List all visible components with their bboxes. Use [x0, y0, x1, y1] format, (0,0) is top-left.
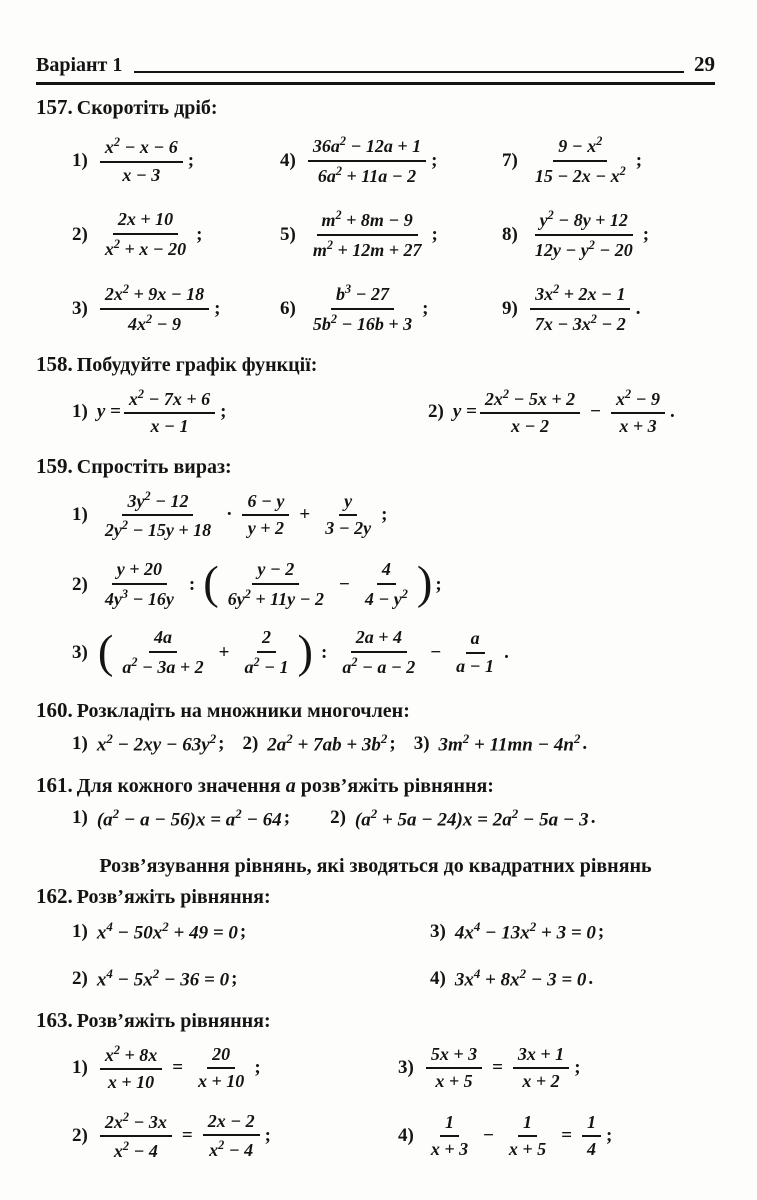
operator: ·: [226, 504, 233, 526]
numerator: 1: [440, 1112, 459, 1138]
punctuation: ;: [214, 297, 221, 319]
denominator: $4 - y^2$: [364, 586, 408, 609]
numerator: 6 − y: [242, 491, 289, 517]
fraction: [530, 282, 631, 335]
numerator: $9 - x^2$: [553, 134, 607, 162]
punctuation: ;: [187, 149, 195, 171]
math-text: $(a^2 + 5a - 24)x = 2a^2 - 5a - 3$: [354, 805, 589, 830]
denominator: $15 - 2x - x^2$: [534, 163, 626, 186]
denominator: x + 10: [198, 1071, 245, 1092]
problem-162: [36, 884, 715, 992]
superscript: 2: [351, 654, 358, 669]
fraction: [426, 1044, 482, 1093]
fraction: [100, 489, 216, 542]
formula-160-3: [414, 731, 587, 756]
operator: −: [430, 641, 442, 663]
numerator: $b^3 - 27$: [331, 282, 394, 310]
item-label: 1): [72, 504, 88, 526]
item-label: 3): [72, 641, 88, 663]
punctuation: ;: [422, 297, 429, 319]
numerator: $x^2 - x - 6$: [100, 135, 183, 163]
item-label: 1): [72, 920, 88, 942]
superscript: 2: [112, 805, 120, 821]
problem-163-items: [72, 1043, 715, 1163]
denominator: $2y^2 - 15y + 18$: [104, 518, 212, 541]
fraction: [100, 559, 179, 610]
item-label: 4): [430, 967, 446, 989]
fraction: [308, 208, 427, 261]
numerator: $m^2 + 8m - 9$: [317, 208, 418, 236]
superscript: 2: [121, 518, 128, 533]
denominator: $x^2 - 4$: [113, 1139, 158, 1162]
fraction: [451, 628, 499, 677]
item-label: 1): [72, 807, 88, 829]
numerator: 2: [257, 627, 276, 653]
superscript: 2: [218, 1138, 225, 1153]
fraction: [117, 627, 208, 678]
denominator: x + 2: [522, 1071, 560, 1092]
formula-163-1: [72, 1043, 398, 1094]
operator: +: [218, 641, 230, 663]
superscript: 2: [529, 918, 537, 934]
fraction: [530, 134, 631, 187]
formula-162-3: [430, 919, 715, 944]
numerator: y: [339, 491, 357, 517]
operator: =: [492, 1057, 503, 1079]
superscript: 4: [473, 966, 481, 982]
superscript: 2: [619, 163, 626, 178]
superscript: 2: [131, 654, 138, 669]
problem-158: [36, 352, 715, 438]
superscript: 4: [106, 918, 113, 934]
fraction: [530, 208, 638, 261]
problem-title: Розв’яжіть рівняння:: [76, 885, 271, 908]
formula-161-1: [72, 806, 290, 831]
problem-162-items: [72, 919, 715, 992]
fraction: [239, 627, 293, 678]
problem-title: Спростіть вираз:: [76, 455, 232, 478]
item-label: 2): [428, 401, 444, 423]
superscript: 2: [122, 1139, 129, 1154]
fraction: [124, 387, 215, 438]
superscript: 2: [113, 1042, 120, 1057]
problem-161: [36, 773, 715, 831]
formula-157-4: [280, 134, 502, 187]
problem-159: [36, 454, 715, 679]
superscript: 2: [113, 135, 120, 149]
denominator: $6a^2 + 11a - 2$: [317, 163, 417, 186]
numerator: 1: [518, 1112, 537, 1138]
formula-159-2: [72, 559, 715, 610]
problem-161-head: [36, 773, 715, 798]
numerator: 4: [377, 559, 396, 585]
item-label: 9): [502, 297, 518, 319]
fraction: [100, 1110, 172, 1163]
math-text: $2a^2 + 7ab + 3b^2$: [267, 731, 388, 756]
punctuation: ;: [574, 1057, 581, 1079]
item-label: 6): [280, 297, 296, 319]
denominator: $a^2 - 1$: [244, 654, 289, 677]
punctuation: ;: [381, 504, 388, 526]
superscript: 2: [113, 236, 120, 251]
superscript: 2: [335, 163, 342, 178]
punctuation: .: [588, 967, 594, 989]
superscript: 2: [162, 918, 169, 934]
denominator: $7x - 3x^2 - 2$: [534, 311, 626, 334]
superscript: 2: [330, 311, 337, 326]
superscript: 2: [106, 731, 113, 747]
punctuation: ;: [196, 223, 203, 245]
superscript: 2: [519, 966, 527, 982]
punctuation: ;: [283, 807, 291, 829]
operator: =: [561, 1125, 573, 1147]
numerator: $y^2 - 8y + 12$: [535, 208, 633, 236]
parenthesis: ): [416, 558, 433, 610]
problem-157-items: [72, 134, 715, 336]
formula-162-2: [72, 966, 430, 991]
fraction: [513, 1044, 569, 1093]
formula-157-1: [72, 134, 280, 187]
superscript: 2: [152, 966, 160, 982]
item-label: 2): [72, 223, 88, 245]
superscript: 3: [344, 282, 352, 297]
superscript: 2: [339, 134, 346, 148]
fraction: [582, 1112, 601, 1161]
item-label: 5): [280, 223, 296, 245]
punctuation: ;: [218, 732, 225, 754]
fraction: [611, 387, 665, 438]
superscript: 2: [144, 488, 151, 503]
problem-title: Скоротіть дріб:: [76, 97, 218, 119]
superscript: 2: [253, 654, 260, 669]
formula-160-2: [242, 731, 395, 756]
numerator: $x^2 - 9$: [611, 387, 665, 415]
numerator: $2x^2 + 9x - 18$: [100, 282, 209, 310]
superscript: 3: [121, 586, 128, 601]
denominator: $4y^3 - 16y$: [104, 586, 174, 609]
superscript: 2: [235, 805, 242, 821]
punctuation: ;: [642, 223, 650, 245]
problem-163: [36, 1008, 715, 1163]
problem-title-pre: Для кожного значення: [76, 774, 281, 797]
fraction: [100, 209, 191, 260]
fraction: [426, 1112, 473, 1161]
header-fill-line: [134, 71, 684, 73]
superscript: 2: [122, 282, 129, 297]
punctuation: ;: [264, 1125, 271, 1147]
numerator: 3x + 1: [513, 1044, 569, 1070]
math-text: $x^4 - 5x^2 - 36 = 0$: [96, 966, 230, 991]
superscript: 2: [209, 731, 217, 747]
punctuation: ;: [254, 1057, 261, 1079]
denominator: y + 2: [247, 518, 285, 539]
item-label: 2): [242, 732, 259, 754]
denominator: $4x^2 - 9$: [127, 311, 181, 334]
denominator: x + 10: [107, 1072, 155, 1093]
item-label: 3): [413, 732, 430, 754]
denominator: $m^2 + 12m + 27$: [312, 237, 422, 260]
item-label: 8): [502, 223, 518, 245]
problem-title: Побудуйте графік функції:: [76, 353, 318, 376]
formula-163-4: [398, 1110, 715, 1163]
item-label: 2): [72, 1125, 88, 1147]
superscript: 2: [370, 805, 378, 821]
item-label: 3): [72, 297, 88, 319]
superscript: 2: [122, 1109, 129, 1124]
fraction: [100, 282, 209, 335]
numerator: 20: [207, 1044, 235, 1070]
numerator: a: [466, 628, 485, 654]
fraction: [308, 282, 417, 335]
formula-159-1: [72, 489, 715, 542]
problem-number: 157.: [36, 95, 73, 119]
problem-157-head: [36, 95, 715, 120]
item-label: 1): [72, 401, 88, 423]
problem-160-items: [72, 731, 715, 756]
formula-157-6: [280, 282, 502, 335]
numerator: 4a: [149, 627, 177, 653]
superscript: 2: [624, 386, 632, 401]
superscript: 2: [511, 805, 519, 821]
punctuation: .: [670, 401, 675, 423]
parenthesis: ): [297, 626, 314, 678]
numerator: $3y^2 - 12$: [122, 489, 193, 517]
denominator: x + 3: [619, 416, 657, 437]
problem-159-items: [72, 489, 715, 679]
fraction: [504, 1112, 551, 1161]
denominator: $x^2 + x - 20$: [104, 236, 187, 259]
problem-number: 163.: [36, 1007, 73, 1032]
item-label: 2): [72, 967, 88, 989]
numerator: $3x^2 + 2x - 1$: [530, 282, 630, 310]
punctuation: ;: [231, 967, 238, 989]
operator: :: [188, 573, 196, 595]
punctuation: ;: [606, 1125, 613, 1147]
problem-title: Розв’яжіть рівняння:: [76, 1009, 271, 1032]
page-header: [36, 52, 715, 85]
numerator: 2a + 4: [351, 627, 407, 653]
item-label: 1): [72, 149, 88, 171]
operator: −: [483, 1125, 494, 1147]
superscript: 4: [106, 966, 113, 982]
formula-160-1: [72, 731, 224, 756]
fraction: [203, 1111, 260, 1162]
item-label: 7): [502, 149, 518, 171]
denominator: $12y - y^2 - 20$: [534, 237, 633, 260]
denominator: x + 5: [508, 1139, 547, 1160]
section-heading: Розв’язування рівнянь, які зводяться до квадратних рівнянь: [99, 854, 652, 877]
punctuation: ;: [239, 920, 247, 942]
denominator: $a^2 - 3a + 2$: [122, 654, 204, 677]
problem-number: 158.: [36, 351, 73, 376]
formula-163-2: [72, 1110, 398, 1163]
math-text: $3x^4 + 8x^2 - 3 = 0$: [454, 966, 587, 991]
numerator: y − 2: [252, 559, 299, 585]
punctuation: ;: [431, 149, 438, 171]
denominator: x − 1: [150, 416, 189, 437]
denominator: $5b^2 - 16b + 3$: [312, 311, 413, 334]
fraction: [223, 559, 329, 610]
parenthesis: (: [203, 558, 219, 610]
punctuation: ;: [635, 149, 643, 171]
math-text: $(a^2 - a - 56)x = a^2 - 64$: [96, 805, 282, 830]
denominator: 3 − 2y: [325, 518, 372, 539]
variable-a: a: [285, 774, 296, 797]
operator: =: [172, 1057, 184, 1079]
punctuation: .: [590, 807, 596, 829]
problem-number: 162.: [36, 883, 73, 908]
superscript: 2: [588, 237, 595, 252]
numerator: $x^2 - 7x + 6$: [124, 387, 215, 415]
formula-162-1: [72, 919, 430, 944]
formula-163-3: [398, 1043, 715, 1094]
problem-title-post: розв’яжіть рівняння:: [295, 774, 494, 797]
item-label: 1): [72, 732, 88, 754]
denominator: x + 5: [435, 1071, 473, 1092]
fraction: [242, 491, 289, 540]
item-label: 3): [398, 1057, 414, 1079]
denominator: x + 3: [430, 1139, 469, 1160]
formula-157-9: [502, 282, 715, 335]
superscript: 2: [573, 731, 581, 747]
superscript: 2: [286, 731, 293, 747]
fraction: [193, 1044, 249, 1093]
numerator: $36a^2 - 12a + 1$: [308, 134, 426, 162]
formula-157-5: [280, 208, 502, 261]
punctuation: ;: [597, 920, 605, 942]
punctuation: ;: [435, 573, 442, 595]
math-text: y =: [96, 401, 121, 423]
problem-163-head: [36, 1008, 715, 1033]
superscript: 2: [244, 586, 251, 601]
denominator: $6y^2 + 11y - 2$: [227, 586, 324, 609]
fraction: [100, 1043, 162, 1094]
numerator: $2x^2 - 3x$: [100, 1110, 172, 1138]
denominator: 4: [587, 1139, 597, 1160]
superscript: 2: [380, 731, 388, 747]
numerator: $x^2 + 8x$: [100, 1043, 162, 1071]
problem-number: 160.: [36, 698, 73, 723]
formula-158-1: [72, 387, 428, 438]
problem-number: 161.: [36, 772, 73, 797]
punctuation: ;: [389, 732, 396, 754]
math-text: $3m^2 + 11mn - 4n^2$: [438, 731, 581, 756]
problem-160: [36, 698, 715, 756]
item-label: 4): [280, 149, 296, 171]
formula-157-2: [72, 208, 280, 261]
problem-157: [36, 95, 715, 336]
superscript: 2: [547, 208, 554, 223]
superscript: 2: [590, 311, 597, 326]
item-label: 3): [430, 920, 446, 942]
problem-title: Розкладіть на множники многочлен:: [76, 700, 410, 723]
problem-161-items: [72, 806, 715, 831]
numerator: 5x + 3: [426, 1044, 482, 1070]
punctuation: ;: [220, 401, 227, 423]
fraction: [320, 491, 376, 540]
numerator: 1: [582, 1112, 601, 1138]
parenthesis: (: [97, 626, 114, 678]
superscript: 2: [335, 208, 342, 223]
denominator: $a^2 - a - 2$: [342, 654, 416, 677]
operator: :: [321, 641, 328, 663]
punctuation: ;: [431, 223, 438, 245]
superscript: 2: [137, 386, 144, 401]
item-label: 2): [72, 573, 88, 595]
formula-162-4: [430, 966, 715, 991]
denominator: x − 3: [122, 164, 161, 185]
fraction: [337, 627, 420, 678]
superscript: 2: [145, 311, 153, 326]
operator: −: [590, 401, 601, 423]
formula-157-7: [502, 134, 715, 187]
formula-159-3: [72, 627, 715, 678]
math-text: $x^2 - 2xy - 63y^2$: [96, 731, 217, 756]
problem-159-head: [36, 454, 715, 479]
problem-162-head: [36, 884, 715, 909]
item-label: 1): [72, 1057, 88, 1079]
problem-158-head: [36, 352, 715, 377]
operator: =: [181, 1125, 193, 1147]
denominator: $x^2 - 4$: [209, 1138, 254, 1161]
punctuation: .: [635, 297, 641, 319]
superscript: 2: [502, 386, 509, 401]
superscript: 2: [401, 586, 408, 601]
numerator: 2x + 10: [113, 209, 178, 235]
formula-161-2: [330, 806, 595, 831]
superscript: 2: [553, 282, 560, 297]
page-number: 29: [694, 52, 715, 76]
problem-160-head: [36, 698, 715, 723]
superscript: 2: [462, 731, 470, 747]
operator: +: [299, 504, 311, 526]
superscript: 2: [596, 134, 603, 148]
math-text: y =: [452, 401, 477, 423]
punctuation: .: [504, 641, 509, 663]
denominator: a − 1: [456, 655, 495, 676]
formula-157-3: [72, 282, 280, 335]
variant-title: Варіант 1: [36, 54, 123, 76]
superscript: 2: [326, 237, 333, 252]
formula-157-8: [502, 208, 715, 261]
denominator: x − 2: [511, 416, 549, 437]
problem-158-items: [72, 387, 715, 438]
formula-158-2: [428, 387, 715, 438]
operator: −: [339, 573, 350, 595]
numerator: y + 20: [112, 559, 167, 585]
fraction: [360, 559, 413, 610]
item-label: 4): [398, 1125, 414, 1147]
math-text: $x^4 - 50x^2 + 49 = 0$: [96, 918, 238, 944]
math-text: $4x^4 - 13x^2 + 3 = 0$: [454, 918, 596, 944]
fraction: [100, 135, 183, 186]
problem-number: 159.: [36, 453, 73, 478]
numerator: $2x^2 - 5x + 2$: [480, 387, 580, 415]
item-label: 2): [330, 807, 346, 829]
fraction: [480, 387, 580, 438]
fraction: [308, 134, 426, 187]
superscript: 4: [473, 918, 481, 934]
numerator: 2x − 2: [203, 1111, 260, 1137]
punctuation: .: [582, 732, 588, 754]
